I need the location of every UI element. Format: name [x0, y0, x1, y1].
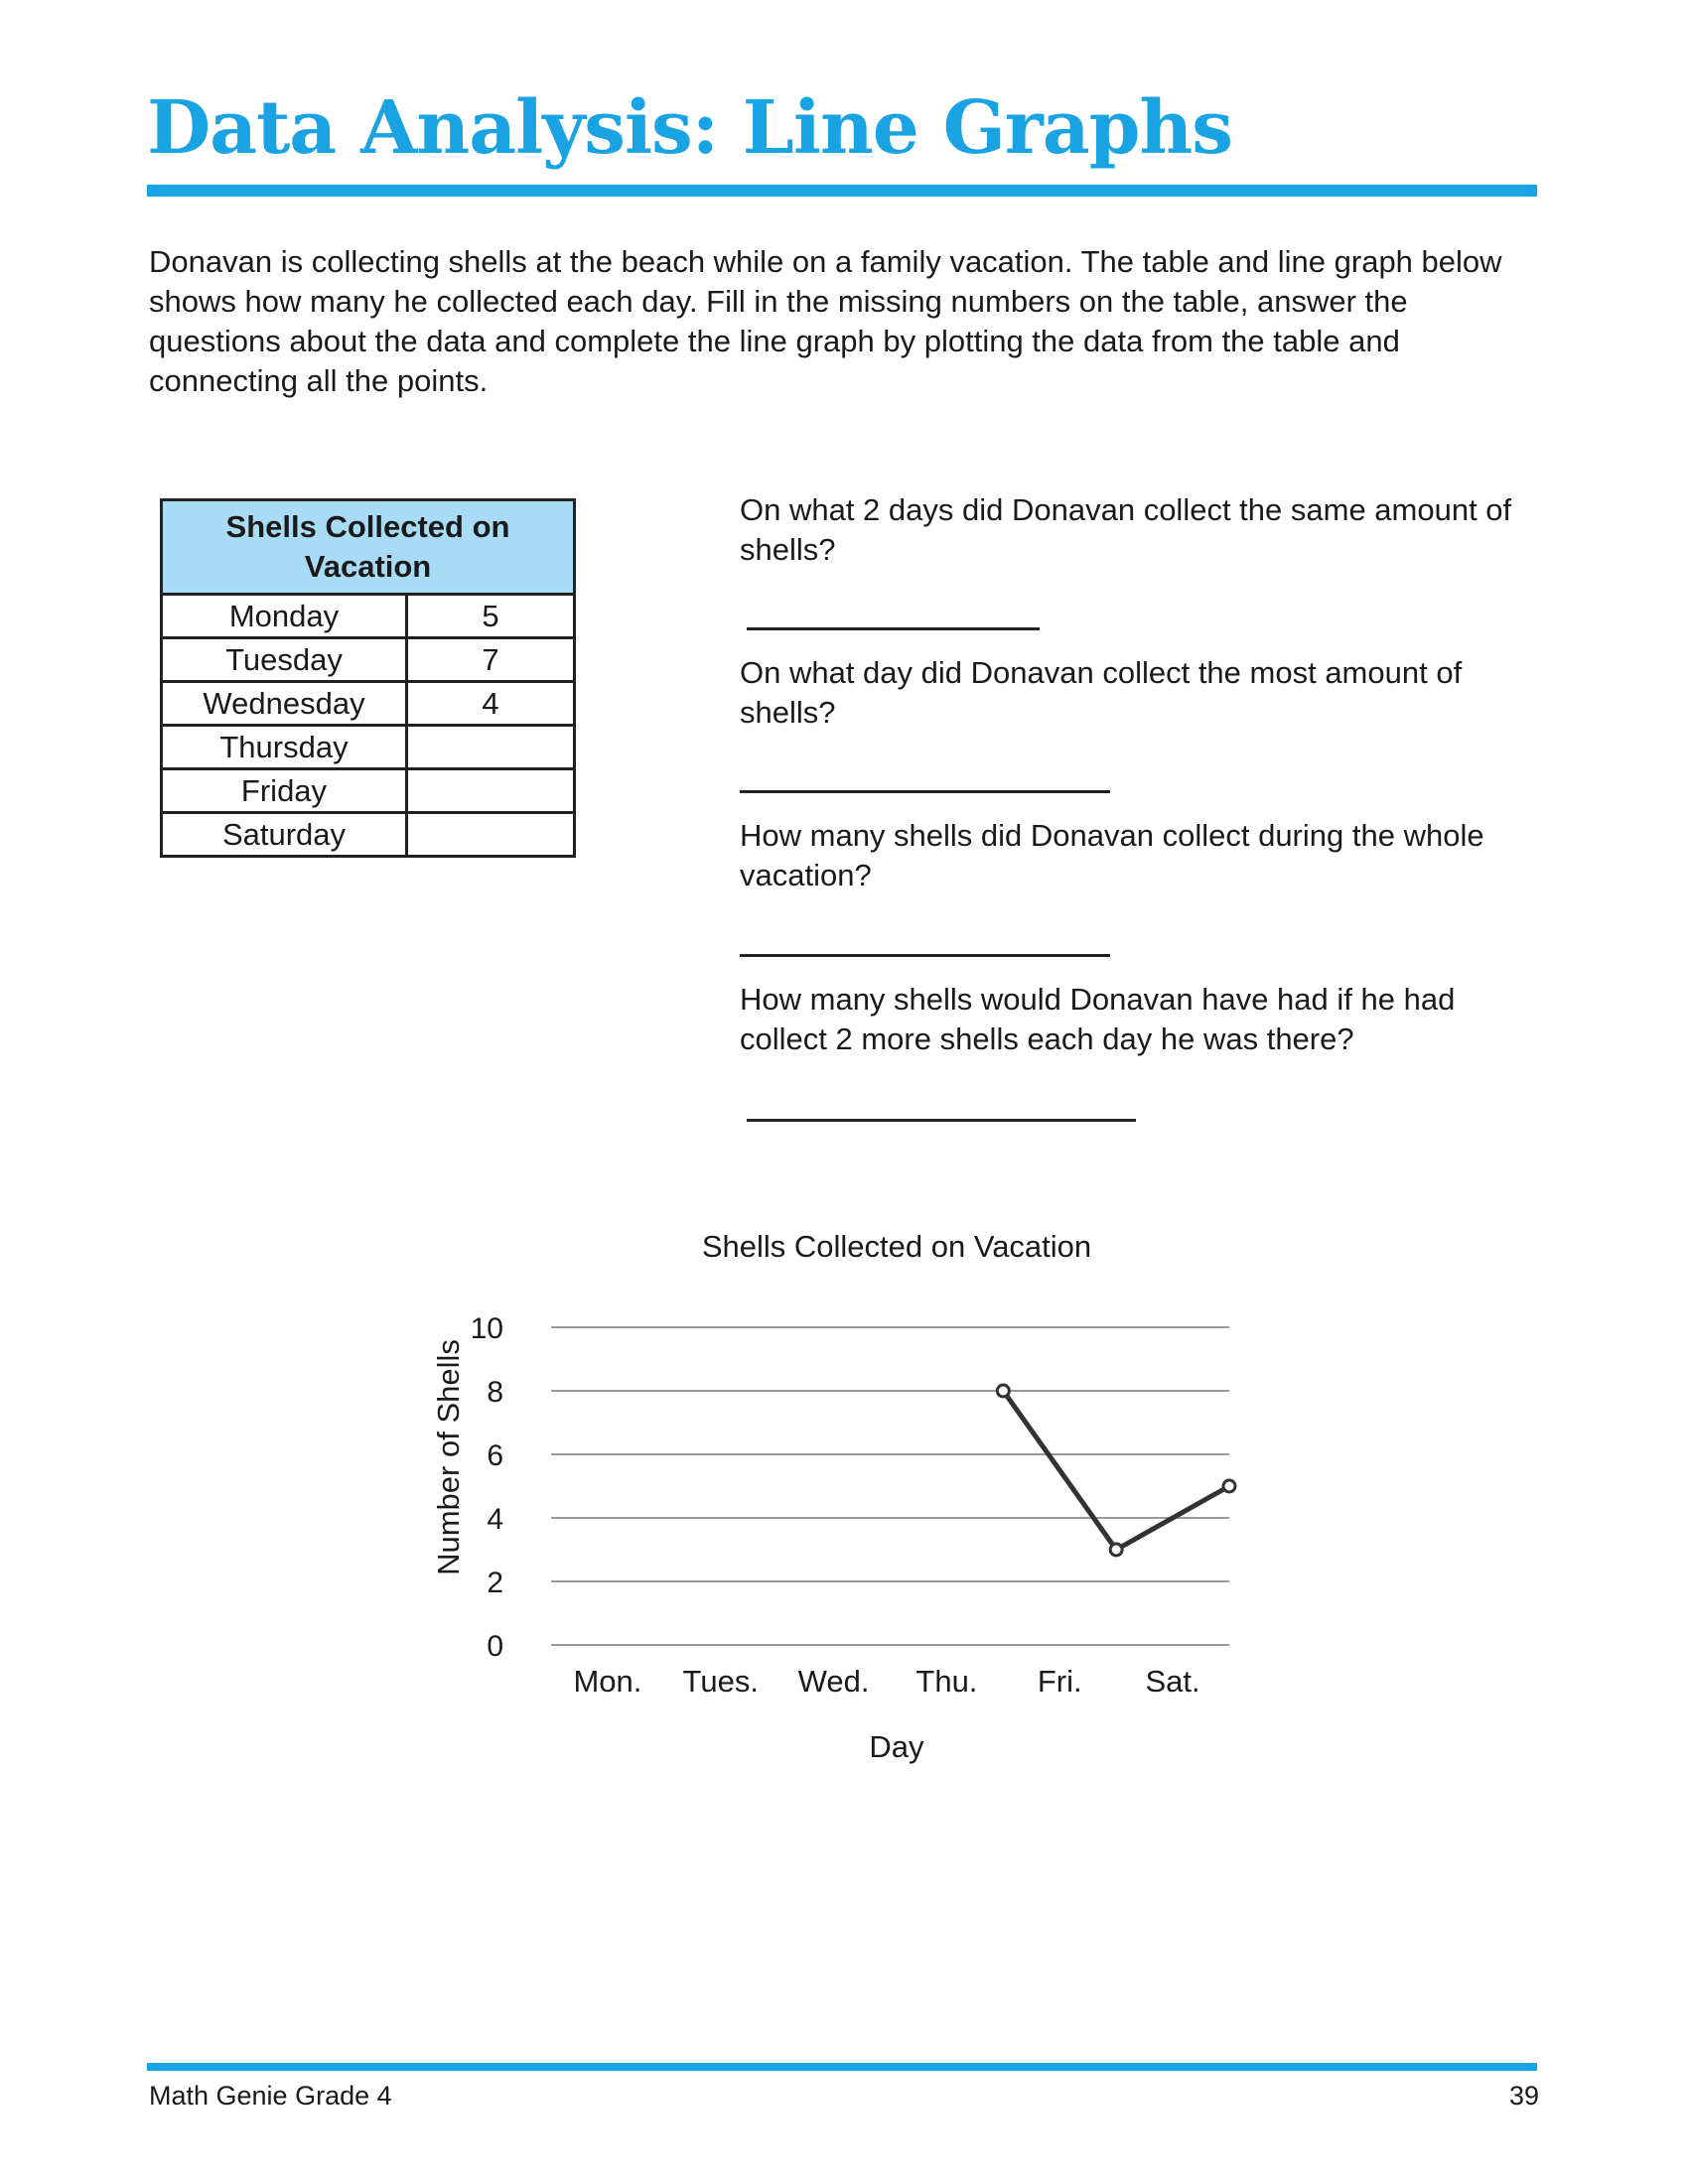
- footer-book-title: Math Genie Grade 4: [149, 2081, 392, 2111]
- y-tick-labels: [471, 1312, 503, 1663]
- x-tick-labels: [573, 1664, 1199, 1699]
- answer-line-3[interactable]: [740, 954, 1110, 957]
- question-two-more-each-day: How many shells would Donavan have had if he had collect 2 more shells each day he was there?: [740, 982, 1456, 1056]
- x-axis-label: Day: [869, 1729, 924, 1764]
- x-tick-label: Fri.: [1037, 1664, 1082, 1699]
- table-row: [162, 813, 575, 857]
- data-point: [1110, 1544, 1122, 1556]
- x-tick-label: Mon.: [573, 1664, 642, 1699]
- answer-line-4[interactable]: [747, 1119, 1136, 1122]
- y-tick-label: 6: [487, 1439, 503, 1472]
- question-total-shells: How many shells did Donavan collect during the whole vacation?: [740, 818, 1484, 892]
- intro-paragraph: Donavan is collecting shells at the beach while on a family vacation. The table and line graph below shows how many he collected each day. Fill in the missing numbers on the table, answer the questions about the data and complete the line graph by plotting the data from the table and connecting all the points.: [149, 244, 1502, 398]
- data-point: [1223, 1480, 1235, 1492]
- y-tick-label: 0: [487, 1630, 503, 1663]
- question-same-days: On what 2 days did Donavan collect the same amount of shells?: [740, 492, 1512, 567]
- day-cell: Saturday: [162, 813, 407, 857]
- day-cell: Friday: [162, 769, 407, 813]
- day-cell: Monday: [162, 595, 407, 638]
- table-row: [162, 682, 575, 726]
- series-line-segment: [1003, 1391, 1116, 1550]
- chart-series: [997, 1385, 1235, 1556]
- table-row: [162, 769, 575, 813]
- x-tick-label: Thu.: [915, 1664, 978, 1699]
- line-chart: [397, 1211, 1291, 1787]
- page-title: Data Analysis: Line Graphs: [147, 85, 1232, 171]
- y-tick-label: 10: [470, 1312, 503, 1345]
- count-cell-blank[interactable]: [407, 726, 575, 769]
- count-cell-blank[interactable]: [407, 769, 575, 813]
- y-tick-label: 2: [487, 1567, 503, 1599]
- question-most-day: On what day did Donavan collect the most amount of shells?: [740, 655, 1463, 730]
- y-tick-label: 8: [487, 1376, 503, 1409]
- day-cell: Wednesday: [162, 682, 407, 726]
- day-cell: Thursday: [162, 726, 407, 769]
- count-cell: 5: [407, 595, 575, 638]
- count-cell: 7: [407, 638, 575, 682]
- x-tick-label: Tues.: [682, 1664, 759, 1699]
- count-cell: 4: [407, 682, 575, 726]
- title-divider: [147, 185, 1537, 197]
- table-row: [162, 595, 575, 638]
- shells-table: [160, 498, 576, 858]
- chart-title: Shells Collected on Vacation: [701, 1229, 1092, 1264]
- x-tick-label: Wed.: [797, 1664, 870, 1699]
- y-tick-label: 4: [487, 1503, 503, 1536]
- day-cell: Tuesday: [162, 638, 407, 682]
- footer-divider: [147, 2063, 1537, 2071]
- y-axis-label: Number of Shells: [431, 1339, 466, 1575]
- answer-line-2[interactable]: [740, 790, 1110, 793]
- table-row: [162, 638, 575, 682]
- x-tick-label: Sat.: [1145, 1664, 1200, 1699]
- table-header: Shells Collected on Vacation: [162, 500, 575, 595]
- table-row: [162, 726, 575, 769]
- answer-line-1[interactable]: [747, 627, 1040, 630]
- chart-gridlines: [551, 1327, 1229, 1645]
- page-number: 39: [1508, 2081, 1539, 2111]
- count-cell-blank[interactable]: [407, 813, 575, 857]
- data-point: [997, 1385, 1009, 1397]
